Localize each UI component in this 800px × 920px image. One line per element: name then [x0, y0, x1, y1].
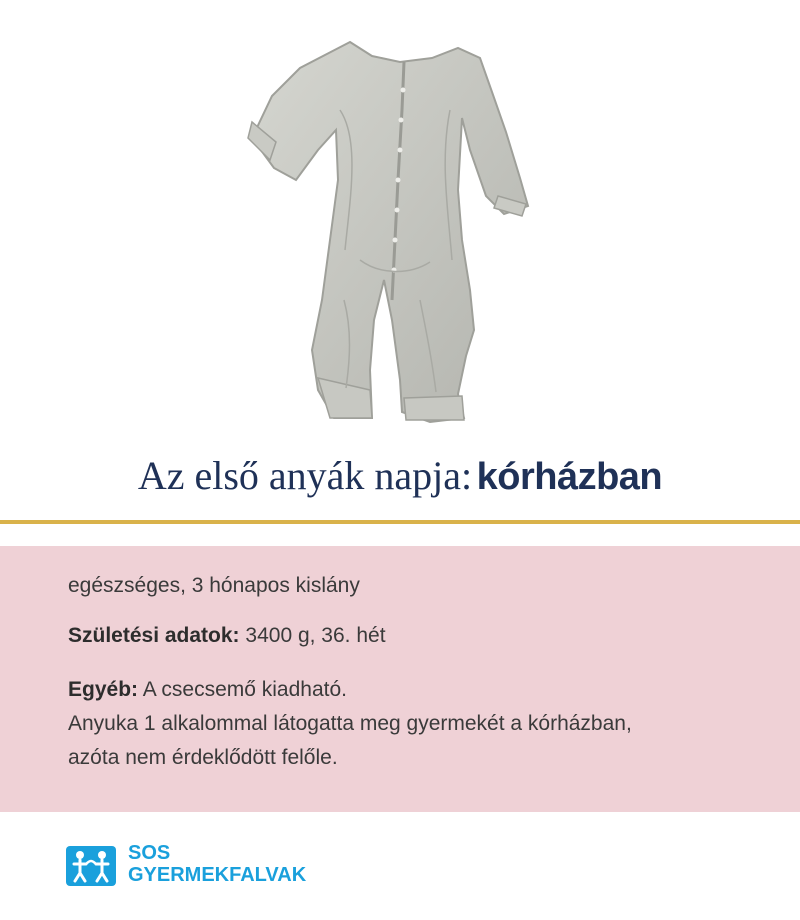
gold-divider [0, 520, 800, 524]
logo-line-1: SOS [128, 842, 171, 864]
details-panel [0, 546, 800, 812]
note-line-1: Anyuka 1 alkalommal látogatta meg gyermekét a kórházban, [68, 712, 632, 735]
other-value: A csecsemő kiadható. [142, 678, 347, 701]
birth-data-label: Születési adatok: [68, 624, 240, 647]
title-plain: Az első anyák napja: [137, 453, 473, 498]
children-icon [66, 846, 116, 886]
page-title [0, 452, 800, 518]
title-emphasis: kórházban [476, 456, 663, 498]
logo-wordmark [128, 842, 306, 886]
onesie-illustration [0, 0, 800, 450]
logo-line-2: GYERMEKFALVAK [128, 864, 307, 886]
baby-onesie-photo [0, 0, 800, 450]
birth-data-value: 3400 g, 36. hét [245, 624, 386, 647]
other-row [68, 678, 347, 702]
health-summary: egészséges, 3 hónapos kislány [68, 574, 360, 597]
birth-data-row [68, 624, 386, 648]
other-label: Egyéb: [68, 678, 139, 701]
note-line-2: azóta nem érdeklődött felőle. [68, 746, 338, 769]
